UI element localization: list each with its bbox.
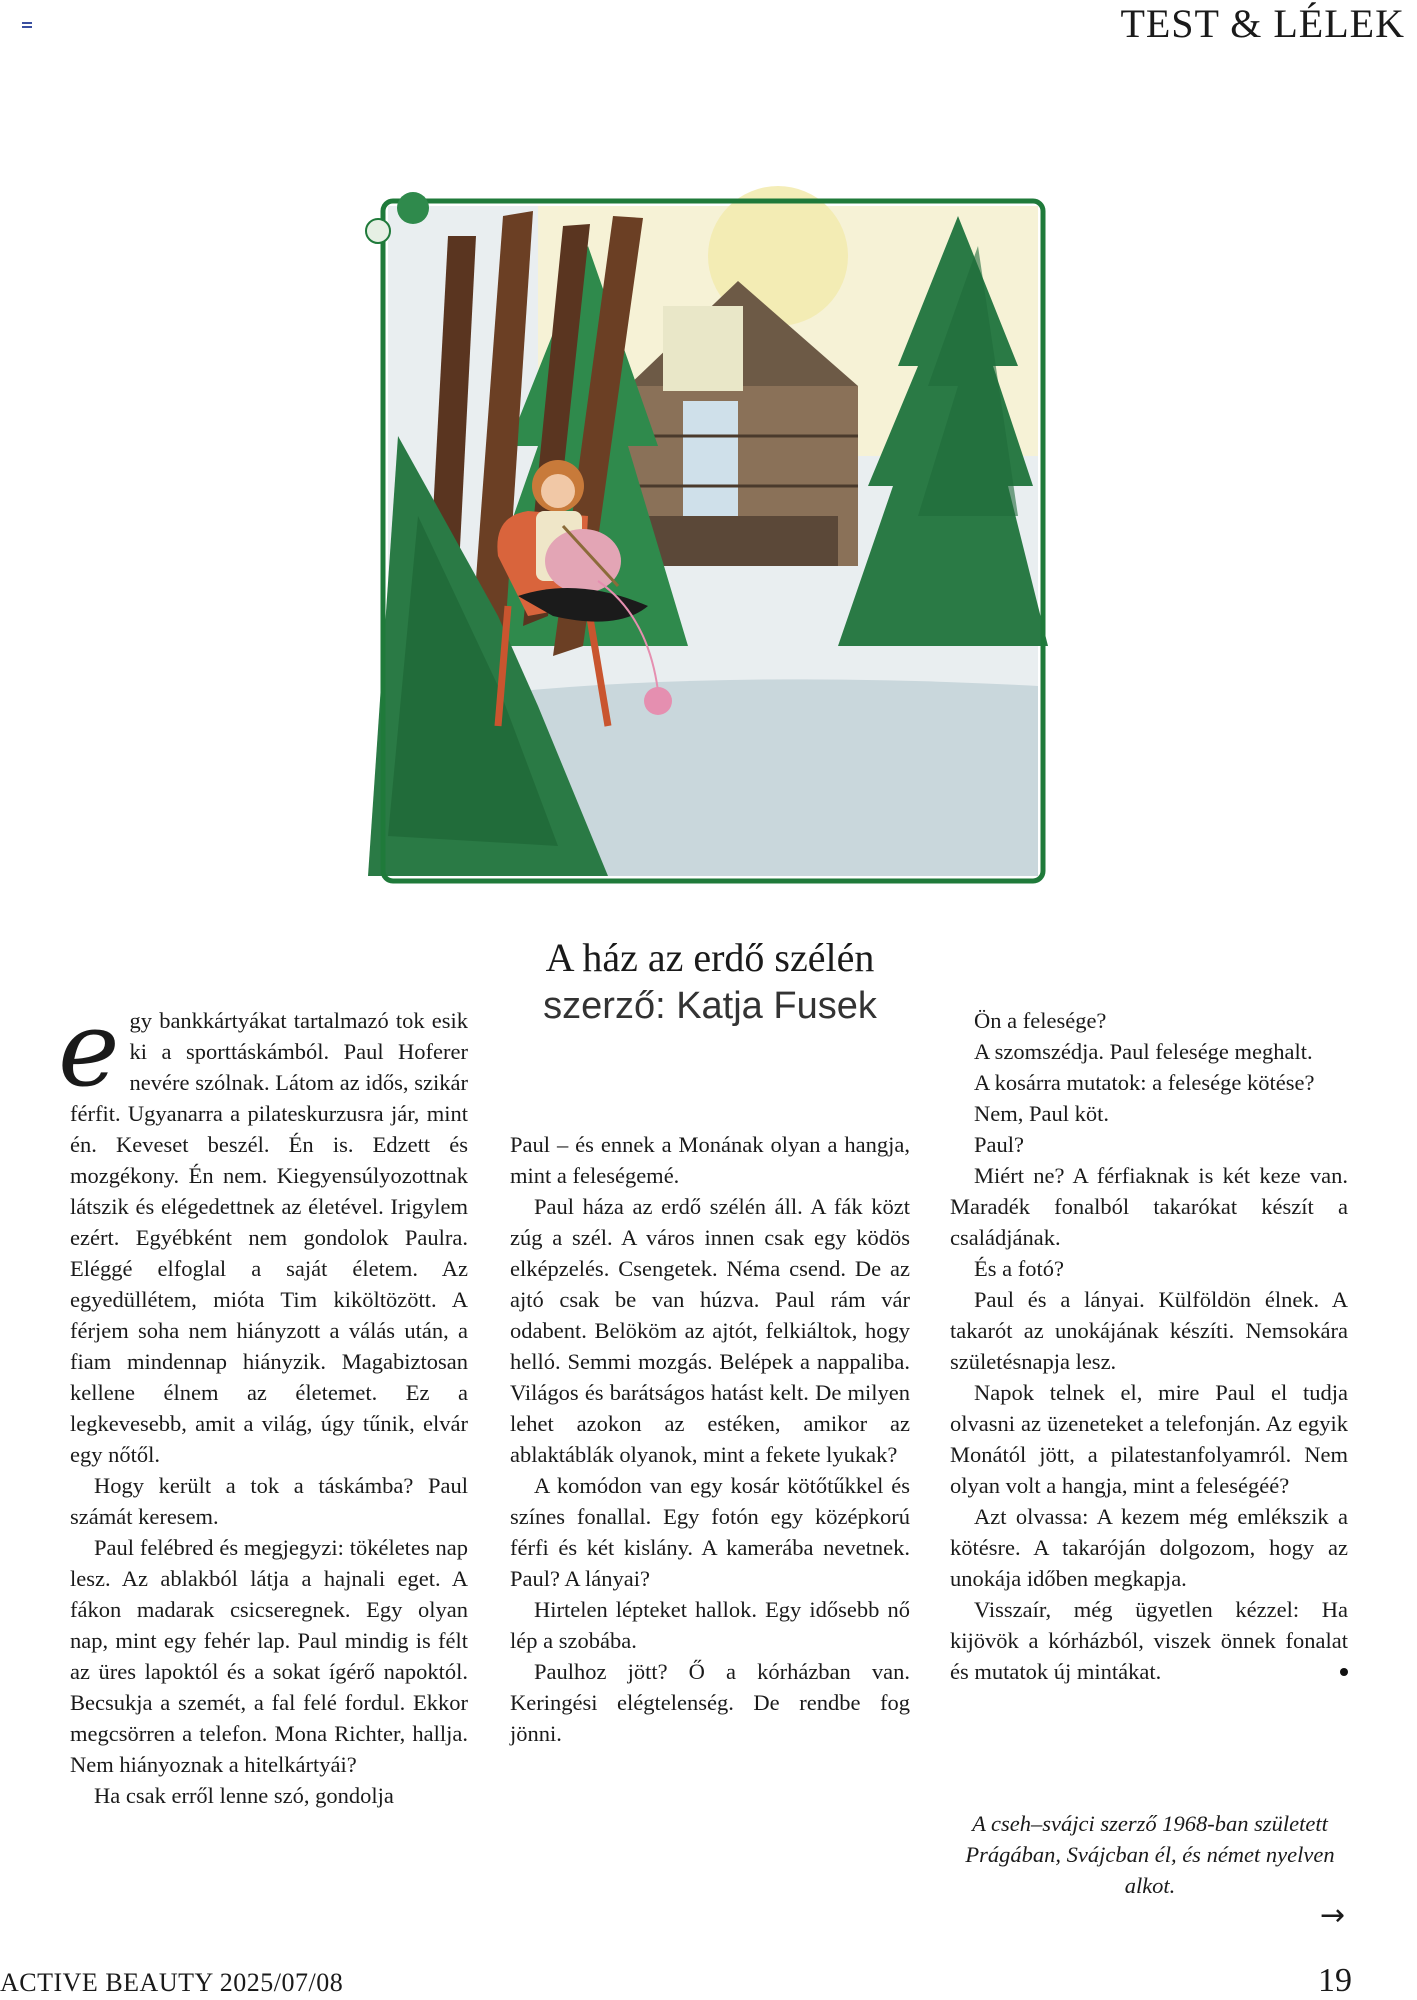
paragraph: Azt olvassa: A kezem még emlékszik a kötésre. A takaróján dolgozom, hogy az unokája időben megkapja.	[950, 1504, 1348, 1591]
paragraph-last	[950, 1594, 1348, 1687]
drop-cap: e	[58, 988, 120, 1110]
paragraph: És a fotó?	[974, 1256, 1064, 1281]
text-column-3	[950, 1005, 1348, 1687]
paragraph: Hogy került a tok a táskámba? Paul számát keresem.	[70, 1473, 468, 1529]
paragraph: A kosárra mutatok: a felesége kötése?	[974, 1070, 1315, 1095]
paragraph: Paul és a lányai. Külföldön élnek. A takarót az unokájának készíti. Nemsokára születésnapja lesz.	[950, 1287, 1348, 1374]
text-column-1	[58, 988, 468, 1811]
paragraph: Hirtelen lépteket hallok. Egy idősebb nő lép a szobába.	[510, 1597, 910, 1653]
paragraph: Paul?	[974, 1132, 1024, 1157]
section-label: TEST & LÉLEK	[1120, 1, 1405, 46]
paragraph: Paul háza az erdő szélén áll. A fák közt zúg a szél. A város innen csak egy ködös elképzelés. Csengetek. Néma csend. De az ajtó csak be van húzva. Paul rám vár odabent. Belököm az ajtót, felkiáltok, hogy helló. Semmi mozgás. Belépek a nappaliba. Világos és barátságos hatást kelt. De milyen lehet azokon az estéken, amikor az ablaktáblák olyanok, mint a fekete lyukak?	[510, 1194, 910, 1467]
paragraph: Miért ne? A férfiaknak is két keze van. Maradék fonalból takarókat készít a családjának.	[950, 1163, 1348, 1250]
paragraph: gy bankkártyákat tartalmazó tok esik ki a sporttáskámból. Paul Hoferer nevére szólnak. Látom az idős, szikár férfit. Ugyanarra a pilateskurzusra jár, mint én. Keveset beszél. Én is. Edzett és mozgékony. Én nem. Kiegyensúlyozottnak látszik és elégedettnek az életével. Irigylem ezért. Egyébként nem gondolok Paulra. Eléggé elfoglal a saját életem. Az egyedüllétem, mióta Tim kiköltözött. A férjem soha nem hiányzott a válás után, a fiam mindennap hiányzik. Magabiztosan kellene élnem az életemet. Ez a legkevesebb, amit a világ, úgy tűnik, elvár egy nőtől.	[70, 1008, 468, 1467]
corner-mark-icon	[22, 22, 32, 30]
forest-cabin-illustration	[358, 186, 1070, 896]
paragraph: Nem, Paul köt.	[974, 1101, 1109, 1126]
paragraph: Ön a felesége?	[974, 1008, 1107, 1033]
paragraph: Paul felébred és megjegyzi: tökéletes nap lesz. Az ablakból látja a hajnali eget. A fákon madarak csicseregnek. Egy olyan nap, mint egy fehér lap. Paul mindig is félt az üres lapoktól és a sokat ígérő napoktól. Becsukja a szemét, a fal felé fordul. Ekkor megcsörren a telefon. Mona Richter, hallja. Nem hiányoznak a hitelkártyái?	[70, 1535, 468, 1777]
end-mark-icon	[1340, 1668, 1348, 1676]
page-number: 19	[1318, 1962, 1352, 1999]
article-header	[500, 934, 920, 1028]
paragraph: Ha csak erről lenne szó, gondolja	[94, 1783, 394, 1808]
continue-arrow-icon: →	[1320, 1898, 1346, 1933]
paragraph: Napok telnek el, mire Paul el tudja olvasni az üzeneteket a telefonján. Az egyik Monától jött, a pilatestanfolyamról. Nem olyan volt a hangja, mint a feleségéé?	[950, 1380, 1348, 1498]
paragraph-text: Visszaír, még ügyetlen kézzel: Ha kijövök a kórházból, viszek önnek fonalat és mutatok új mintákat.	[950, 1597, 1348, 1684]
author-bio: A cseh–svájci szerző 1968-ban született Prágában, Svájcban él, és német nyelven alkot.	[965, 1811, 1335, 1898]
paragraph: Paulhoz jött? Ő a kórházban van. Keringési elégtelenség. De rendbe fog jönni.	[510, 1659, 910, 1746]
paragraph: Paul – és ennek a Monának olyan a hangja, mint a feleségemé.	[510, 1132, 910, 1188]
byline: szerző: Katja Fusek	[543, 985, 877, 1027]
magazine-footer: ACTIVE BEAUTY 2025/07/08	[0, 1968, 344, 1997]
paragraph: A komódon van egy kosár kötőtűkkel és színes fonallal. Egy fotón egy középkorú férfi és két kislány. A kamerába nevetnek. Paul? A lányai?	[510, 1473, 910, 1591]
paragraph: A szomszédja. Paul felesége meghalt.	[974, 1039, 1313, 1064]
text-column-2	[510, 1129, 910, 1749]
article-title: A ház az erdő szélén	[545, 935, 875, 980]
